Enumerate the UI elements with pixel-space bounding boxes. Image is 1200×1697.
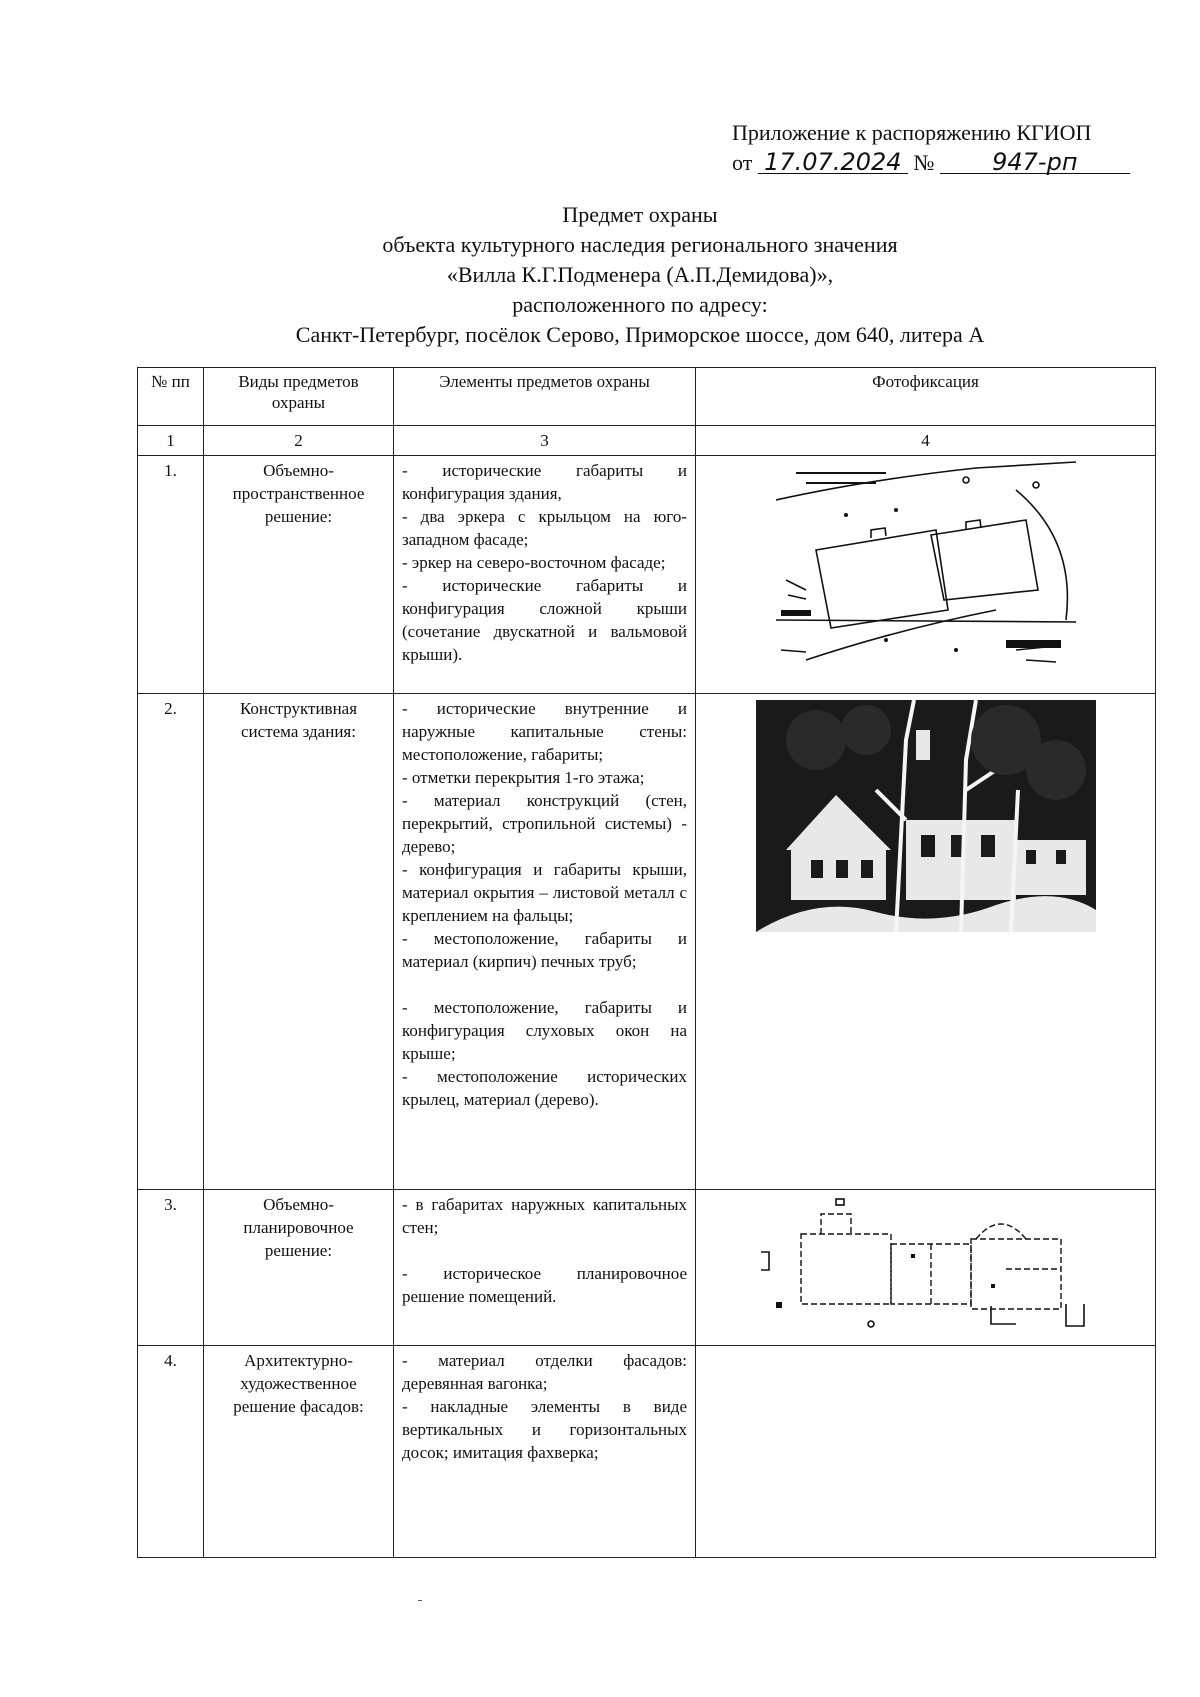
element-item: - местоположение исторических крылец, материал (дерево). <box>402 1067 687 1109</box>
row-elements <box>394 456 696 694</box>
row-number: 1. <box>138 456 204 694</box>
floor-plan-icon <box>761 1194 1091 1334</box>
row-number: 3. <box>138 1190 204 1346</box>
photo-cell <box>696 456 1156 694</box>
number-prefix: № <box>913 150 935 175</box>
index-cell: 4 <box>696 426 1156 456</box>
index-cell: 1 <box>138 426 204 456</box>
row-number: 2. <box>138 694 204 1190</box>
floor-plan-drawing <box>761 1194 1091 1340</box>
element-item: - отметки перекрытия 1-го этажа; <box>402 768 645 787</box>
element-item: - историческое планировочное решение помещений. <box>402 1264 687 1306</box>
table-row <box>138 1346 1156 1558</box>
appendix-title: Приложение к распоряжению КГИОП <box>732 120 1092 145</box>
protection-subject-table <box>137 367 1156 1558</box>
element-item: - конфигурация и габариты крыши, материал окрытия – листовой металл с креплением на фальцы; <box>402 860 687 925</box>
site-plan-drawing <box>776 460 1076 680</box>
row-number: 4. <box>138 1346 204 1558</box>
element-item: - материал конструкций (стен, перекрытий, стропильной системы) - дерево; <box>402 791 687 856</box>
appendix-header <box>732 118 1132 178</box>
element-spacer <box>402 973 687 996</box>
date-prefix: от <box>732 150 753 175</box>
number-value: 947-рп <box>940 151 1130 174</box>
villa-photo-icon <box>756 700 1096 932</box>
table-index-row <box>138 426 1156 456</box>
title-line-2: объекта культурного наследия регионального значения <box>382 232 898 257</box>
document-title <box>100 200 1180 350</box>
element-item: - местоположение, габариты и конфигурация слуховых окон на крыше; <box>402 998 687 1063</box>
element-item: - местоположение, габариты и материал (кирпич) печных труб; <box>402 929 687 971</box>
photo-cell <box>696 1190 1156 1346</box>
element-item: - исторические габариты и конфигурация сложной крыши (сочетание двускатной и вальмовой крыши). <box>402 576 687 664</box>
scan-speck <box>418 1600 422 1601</box>
col-header-photo: Фотофиксация <box>696 368 1156 426</box>
col-header-kind: Виды предметов охраны <box>204 368 394 426</box>
element-item: - исторические габариты и конфигурация здания, <box>402 461 687 503</box>
col-header-elements: Элементы предметов охраны <box>394 368 696 426</box>
row-kind: Архитектурно-художественное решение фасадов: <box>204 1346 394 1558</box>
appendix-date-number <box>732 148 1132 178</box>
photo-cell <box>696 694 1156 1190</box>
title-line-1: Предмет охраны <box>562 202 718 227</box>
row-elements <box>394 1190 696 1346</box>
row-elements <box>394 694 696 1190</box>
villa-photo <box>756 700 1096 938</box>
photo-cell-empty <box>696 1346 1156 1558</box>
col-header-num: № пп <box>138 368 204 426</box>
row-elements <box>394 1346 696 1558</box>
element-item: - материал отделки фасадов: деревянная вагонка; <box>402 1351 687 1393</box>
element-item: - эркер на северо-восточном фасаде; <box>402 553 666 572</box>
site-plan-icon <box>776 460 1076 674</box>
element-spacer <box>402 1239 687 1262</box>
table-row <box>138 1190 1156 1346</box>
element-item: - накладные элементы в виде вертикальных и горизонтальных досок; имитация фахверка; <box>402 1397 687 1462</box>
title-line-5: Санкт-Петербург, посёлок Серово, Приморское шоссе, дом 640, литера А <box>295 322 985 347</box>
index-cell: 2 <box>204 426 394 456</box>
title-line-3: «Вилла К.Г.Подменера (А.П.Демидова)», <box>446 262 834 287</box>
element-item: - в габаритах наружных капитальных стен; <box>402 1195 687 1237</box>
table-header-row <box>138 368 1156 426</box>
element-item: - исторические внутренние и наружные капитальные стены: местоположение, габариты; <box>402 699 687 764</box>
index-cell: 3 <box>394 426 696 456</box>
table-row <box>138 694 1156 1190</box>
element-item: - два эркера с крыльцом на юго-западном фасаде; <box>402 507 687 549</box>
row-kind: Объемно-планировочное решение: <box>204 1190 394 1346</box>
row-kind: Объемно-пространственное решение: <box>204 456 394 694</box>
title-line-4: расположенного по адресу: <box>512 292 768 317</box>
table-row <box>138 456 1156 694</box>
row-kind: Конструктивная система здания: <box>204 694 394 1190</box>
date-value: 17.07.2024 <box>758 151 908 174</box>
